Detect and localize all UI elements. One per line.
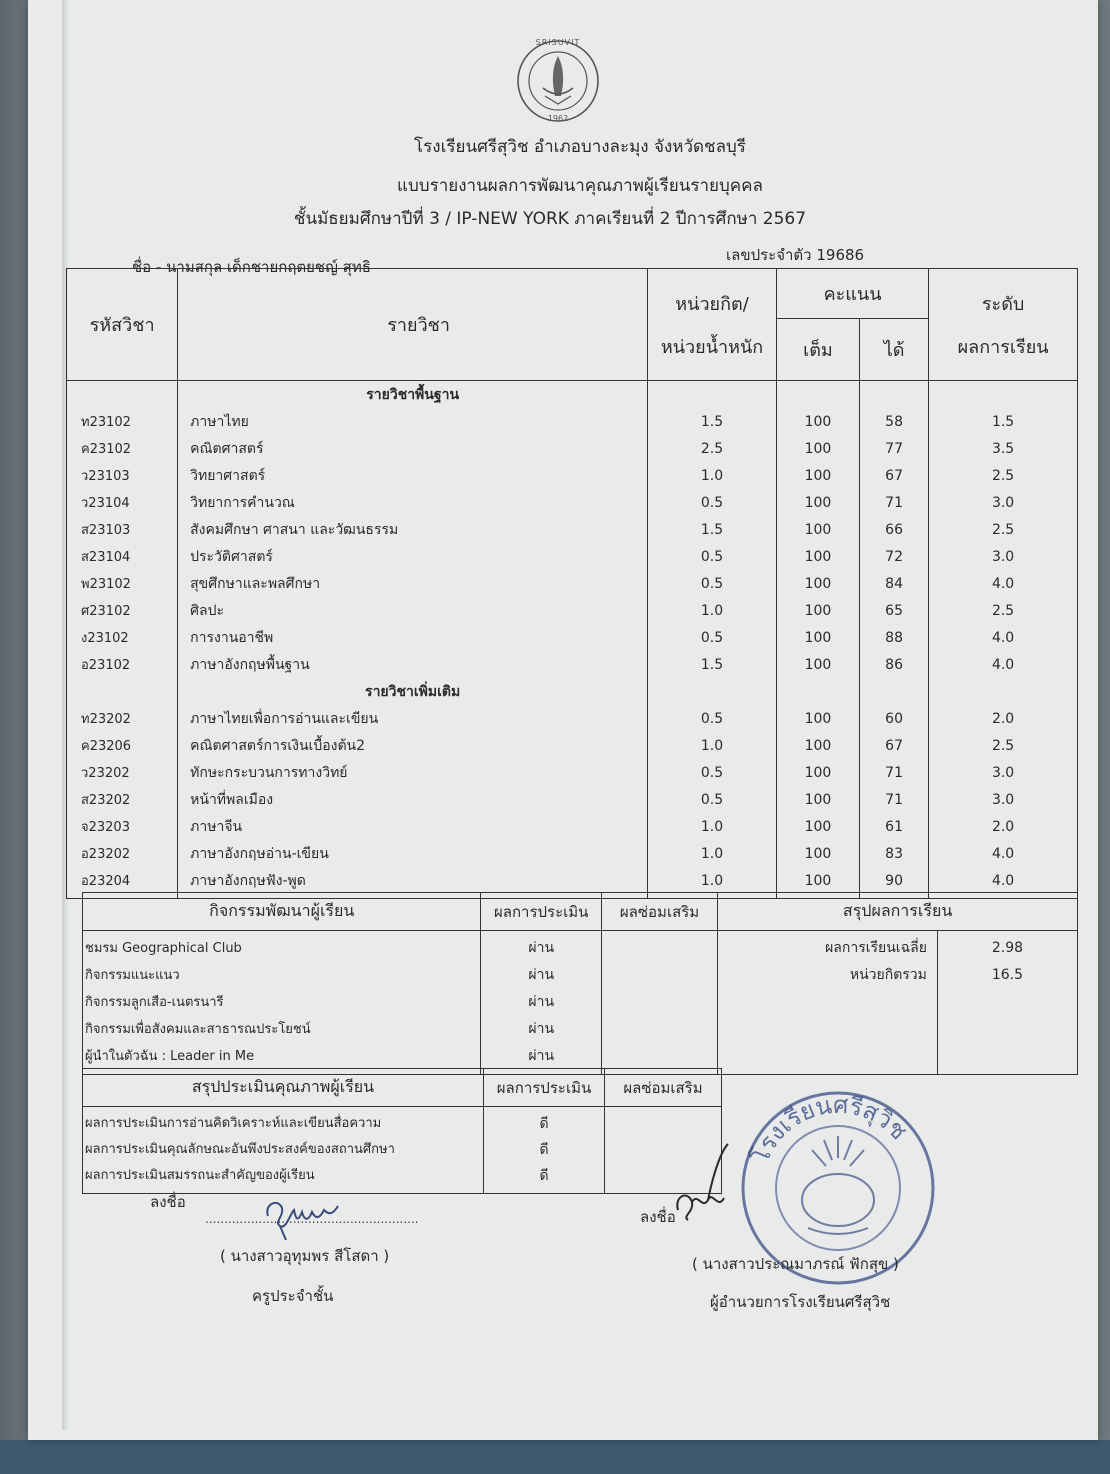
obtained-score: 61 <box>859 813 928 840</box>
obtained-score: 60 <box>859 705 928 732</box>
grade-row <box>67 435 1078 462</box>
subject-credit: 1.5 <box>648 408 777 435</box>
col-header-quality-result: ผลการประเมิน <box>484 1069 605 1107</box>
activity-result: ผ่าน <box>528 994 555 1010</box>
col-header-level-2: ผลการเรียน <box>957 336 1049 358</box>
grade-row <box>67 543 1078 570</box>
full-score: 100 <box>776 489 859 516</box>
subject-name: ประวัติศาสตร์ <box>178 543 648 570</box>
logo-text-top: SRISUVIT <box>535 38 581 47</box>
subject-name: ภาษาจีน <box>178 813 648 840</box>
col-header-credit-1: หน่วยกิต/ <box>675 293 749 315</box>
obtained-score: 84 <box>859 570 928 597</box>
subject-code: ส23103 <box>67 516 178 543</box>
grade-row <box>67 786 1078 813</box>
full-score: 100 <box>776 813 859 840</box>
full-score: 100 <box>776 840 859 867</box>
subject-credit: 1.0 <box>648 597 777 624</box>
full-score: 100 <box>776 624 859 651</box>
grade-level: 2.5 <box>929 462 1078 489</box>
teacher-name: ( นางสาวอุทุมพร สีโสดา ) <box>220 1247 390 1265</box>
grade-row <box>67 624 1078 651</box>
section-blank-cell <box>929 381 1078 409</box>
obtained-score: 83 <box>859 840 928 867</box>
col-header-credit-2: หน่วยน้ำหนัก <box>660 336 764 358</box>
obtained-score: 86 <box>859 651 928 678</box>
obtained-score: 71 <box>859 489 928 516</box>
subject-code: อ23202 <box>67 840 178 867</box>
grade-level: 2.0 <box>929 705 1078 732</box>
col-header-score: คะแนน <box>776 269 928 319</box>
col-header-quality-remedial: ผลซ่อมเสริม <box>605 1069 722 1107</box>
activity-remedial-cell <box>601 931 717 1075</box>
grade-level: 4.0 <box>929 624 1078 651</box>
subject-name: หน้าที่พลเมือง <box>178 786 648 813</box>
quality-result: ดี <box>539 1168 549 1184</box>
col-header-code: รหัสวิชา <box>67 269 178 381</box>
col-header-summary: สรุปผลการเรียน <box>718 893 1078 931</box>
full-score: 100 <box>776 597 859 624</box>
teacher-role: ครูประจำชั้น <box>252 1287 334 1305</box>
subject-credit: 1.5 <box>648 516 777 543</box>
subject-name: ภาษาไทย <box>178 408 648 435</box>
full-score: 100 <box>776 435 859 462</box>
subject-credit: 0.5 <box>648 624 777 651</box>
subject-credit: 1.0 <box>648 732 777 759</box>
subject-name: ภาษาไทยเพื่อการอ่านและเขียน <box>178 705 648 732</box>
quality-results <box>484 1107 605 1194</box>
grade-level: 3.0 <box>929 786 1078 813</box>
full-score: 100 <box>776 462 859 489</box>
subject-credit: 0.5 <box>648 705 777 732</box>
director-name: ( นางสาวประณมาภรณ์ ฟักสุข ) <box>692 1255 899 1273</box>
grade-row <box>67 408 1078 435</box>
class-line: ชั้นมัธยมศึกษาปีที่ 3 / IP-NEW YORK ภาคเรียนที่ 2 ปีการศึกษา 2567 <box>293 209 807 229</box>
full-score: 100 <box>776 786 859 813</box>
school-name: โรงเรียนศรีสุวิช อำเภอบางละมุง จังหวัดชลบุรี <box>414 137 746 157</box>
subject-name: ภาษาอังกฤษฟัง-พูด <box>178 867 648 894</box>
full-score: 100 <box>776 651 859 678</box>
grade-row <box>67 759 1078 786</box>
credits-label: หน่วยกิตรวม <box>849 967 927 983</box>
subject-code: ท23102 <box>67 408 178 435</box>
obtained-score: 65 <box>859 597 928 624</box>
grade-level: 1.5 <box>929 408 1078 435</box>
quality-item: ผลการประเมินคุณลักษณะอันพึงประสงค์ของสถานศึกษา <box>85 1142 395 1157</box>
activity-item: กิจกรรมแนะแนว <box>85 968 180 983</box>
grade-row <box>67 732 1078 759</box>
col-header-full: เต็ม <box>776 319 859 381</box>
obtained-score: 71 <box>859 786 928 813</box>
grade-level: 2.0 <box>929 813 1078 840</box>
subject-name: สังคมศึกษา ศาสนา และวัฒนธรรม <box>178 516 648 543</box>
school-logo-icon <box>515 38 601 124</box>
grade-row <box>67 516 1078 543</box>
section-blank-cell <box>859 381 928 409</box>
obtained-score: 90 <box>859 867 928 894</box>
subject-name: คณิตศาสตร์ <box>178 435 648 462</box>
full-score: 100 <box>776 516 859 543</box>
subject-name: ทักษะกระบวนการทางวิทย์ <box>178 759 648 786</box>
section-blank-cell <box>929 678 1078 705</box>
subject-name: สุขศึกษาและพลศึกษา <box>178 570 648 597</box>
full-score: 100 <box>776 543 859 570</box>
subject-name: คณิตศาสตร์การเงินเบื้องต้น2 <box>178 732 648 759</box>
quality-result: ดี <box>539 1116 549 1132</box>
activity-result: ผ่าน <box>528 1048 555 1064</box>
section-row <box>67 381 1078 409</box>
subject-code: ว23103 <box>67 462 178 489</box>
background-bottom <box>0 1440 1110 1474</box>
section-blank-cell <box>648 381 777 409</box>
obtained-score: 77 <box>859 435 928 462</box>
full-score: 100 <box>776 705 859 732</box>
col-header-activity-result: ผลการประเมิน <box>481 893 601 931</box>
grade-row <box>67 651 1078 678</box>
grade-row <box>67 840 1078 867</box>
summary-labels <box>718 931 938 1075</box>
subject-name: ภาษาอังกฤษพื้นฐาน <box>178 651 648 678</box>
subject-name: การงานอาชีพ <box>178 624 648 651</box>
activity-result: ผ่าน <box>528 1021 555 1037</box>
grades-table <box>66 268 1078 899</box>
subject-code: ง23102 <box>67 624 178 651</box>
subject-code: อ23102 <box>67 651 178 678</box>
subject-code: ว23104 <box>67 489 178 516</box>
obtained-score: 88 <box>859 624 928 651</box>
subject-credit: 0.5 <box>648 786 777 813</box>
grade-row <box>67 705 1078 732</box>
activity-item: ชมรม Geographical Club <box>85 941 242 956</box>
col-header-quality: สรุปประเมินคุณภาพผู้เรียน <box>83 1069 484 1107</box>
grade-row <box>67 867 1078 894</box>
gpa-value: 2.98 <box>991 940 1024 956</box>
section-blank-cell <box>776 381 859 409</box>
activity-result: ผ่าน <box>528 940 555 956</box>
director-sign-label: ลงชื่อ <box>640 1208 676 1226</box>
subject-code: ส23104 <box>67 543 178 570</box>
subject-credit: 0.5 <box>648 489 777 516</box>
grade-level: 3.0 <box>929 489 1078 516</box>
obtained-score: 58 <box>859 408 928 435</box>
subject-code: ค23102 <box>67 435 178 462</box>
grade-level: 3.0 <box>929 759 1078 786</box>
quality-item: ผลการประเมินสมรรถนะสำคัญของผู้เรียน <box>85 1168 315 1183</box>
col-header-subject: รายวิชา <box>178 269 648 381</box>
quality-table <box>82 1068 722 1194</box>
grade-row <box>67 570 1078 597</box>
student-name: ชื่อ - นามสกุล เด็กชายกฤตยชญ์ สุทธิ <box>132 258 371 276</box>
grade-row <box>67 462 1078 489</box>
full-score: 100 <box>776 759 859 786</box>
grade-row <box>67 489 1078 516</box>
col-header-level <box>929 269 1078 381</box>
obtained-score: 71 <box>859 759 928 786</box>
teacher-signature-icon <box>262 1192 352 1242</box>
subject-code: ศ23102 <box>67 597 178 624</box>
teacher-sign-label: ลงชื่อ <box>150 1193 186 1211</box>
subject-credit: 0.5 <box>648 543 777 570</box>
subject-code: จ23203 <box>67 813 178 840</box>
activity-item: กิจกรรมเพื่อสังคมและสาธารณประโยชน์ <box>85 1022 311 1037</box>
subject-credit: 1.0 <box>648 813 777 840</box>
obtained-score: 66 <box>859 516 928 543</box>
report-title: แบบรายงานผลการพัฒนาคุณภาพผู้เรียนรายบุคคล <box>397 176 763 196</box>
obtained-score: 67 <box>859 462 928 489</box>
quality-item: ผลการประเมินการอ่านคิดวิเคราะห์และเขียนสื่อความ <box>85 1116 382 1131</box>
grade-level: 2.5 <box>929 732 1078 759</box>
subject-name: ภาษาอังกฤษอ่าน-เขียน <box>178 840 648 867</box>
subject-name: วิทยาศาสตร์ <box>178 462 648 489</box>
teacher-sign-dots: ........................................................ <box>205 1212 419 1226</box>
subject-credit: 2.5 <box>648 435 777 462</box>
full-score: 100 <box>776 867 859 894</box>
full-score: 100 <box>776 570 859 597</box>
obtained-score: 67 <box>859 732 928 759</box>
director-role: ผู้อำนวยการโรงเรียนศรีสุวิช <box>710 1293 891 1311</box>
grade-row <box>67 597 1078 624</box>
grade-row <box>67 813 1078 840</box>
activities-table <box>82 892 1078 1075</box>
section-row <box>67 678 1078 705</box>
section-blank-cell <box>67 381 178 409</box>
grade-level: 3.0 <box>929 543 1078 570</box>
subject-credit: 0.5 <box>648 759 777 786</box>
stamp-text: โรงเรียนศรีสุวิช <box>746 1090 913 1168</box>
subject-code: ว23202 <box>67 759 178 786</box>
full-score: 100 <box>776 732 859 759</box>
subject-name: ศิลปะ <box>178 597 648 624</box>
student-id: เลขประจำตัว 19686 <box>726 246 865 264</box>
quality-names <box>83 1107 484 1194</box>
subject-name: วิทยาการคำนวณ <box>178 489 648 516</box>
summary-values <box>937 931 1077 1075</box>
subject-code: อ23204 <box>67 867 178 894</box>
grade-level: 4.0 <box>929 651 1078 678</box>
subject-credit: 1.0 <box>648 462 777 489</box>
activity-result: ผ่าน <box>528 967 555 983</box>
subject-credit: 1.0 <box>648 867 777 894</box>
subject-code: ค23206 <box>67 732 178 759</box>
col-header-activity: กิจกรรมพัฒนาผู้เรียน <box>83 893 481 931</box>
section-blank-cell <box>648 678 777 705</box>
section-blank-cell <box>67 678 178 705</box>
col-header-credit <box>648 269 777 381</box>
section-title: รายวิชาพื้นฐาน <box>178 381 648 409</box>
section-title: รายวิชาเพิ่มเติม <box>178 678 648 705</box>
activity-item: ผู้นำในตัวฉัน : Leader in Me <box>85 1049 255 1064</box>
subject-credit: 1.0 <box>648 840 777 867</box>
gpa-label: ผลการเรียนเฉลี่ย <box>825 940 927 956</box>
grade-level: 4.0 <box>929 867 1078 894</box>
obtained-score: 72 <box>859 543 928 570</box>
grade-level: 3.5 <box>929 435 1078 462</box>
subject-code: ท23202 <box>67 705 178 732</box>
grade-level: 4.0 <box>929 840 1078 867</box>
quality-result: ดี <box>539 1142 549 1158</box>
activity-results <box>481 931 601 1075</box>
col-header-level-1: ระดับ <box>981 293 1025 315</box>
col-header-got: ได้ <box>859 319 928 381</box>
grade-level: 4.0 <box>929 570 1078 597</box>
subject-credit: 1.5 <box>648 651 777 678</box>
subject-credit: 0.5 <box>648 570 777 597</box>
subject-code: พ23102 <box>67 570 178 597</box>
activity-names <box>83 931 481 1075</box>
activity-item: กิจกรรมลูกเสือ-เนตรนารี <box>85 995 224 1010</box>
subject-code: ส23202 <box>67 786 178 813</box>
section-blank-cell <box>859 678 928 705</box>
section-blank-cell <box>776 678 859 705</box>
grade-level: 2.5 <box>929 597 1078 624</box>
grade-level: 2.5 <box>929 516 1078 543</box>
credits-value: 16.5 <box>991 967 1024 983</box>
col-header-activity-remedial: ผลซ่อมเสริม <box>601 893 717 931</box>
logo-text-bottom: 1962 <box>547 114 569 123</box>
full-score: 100 <box>776 408 859 435</box>
